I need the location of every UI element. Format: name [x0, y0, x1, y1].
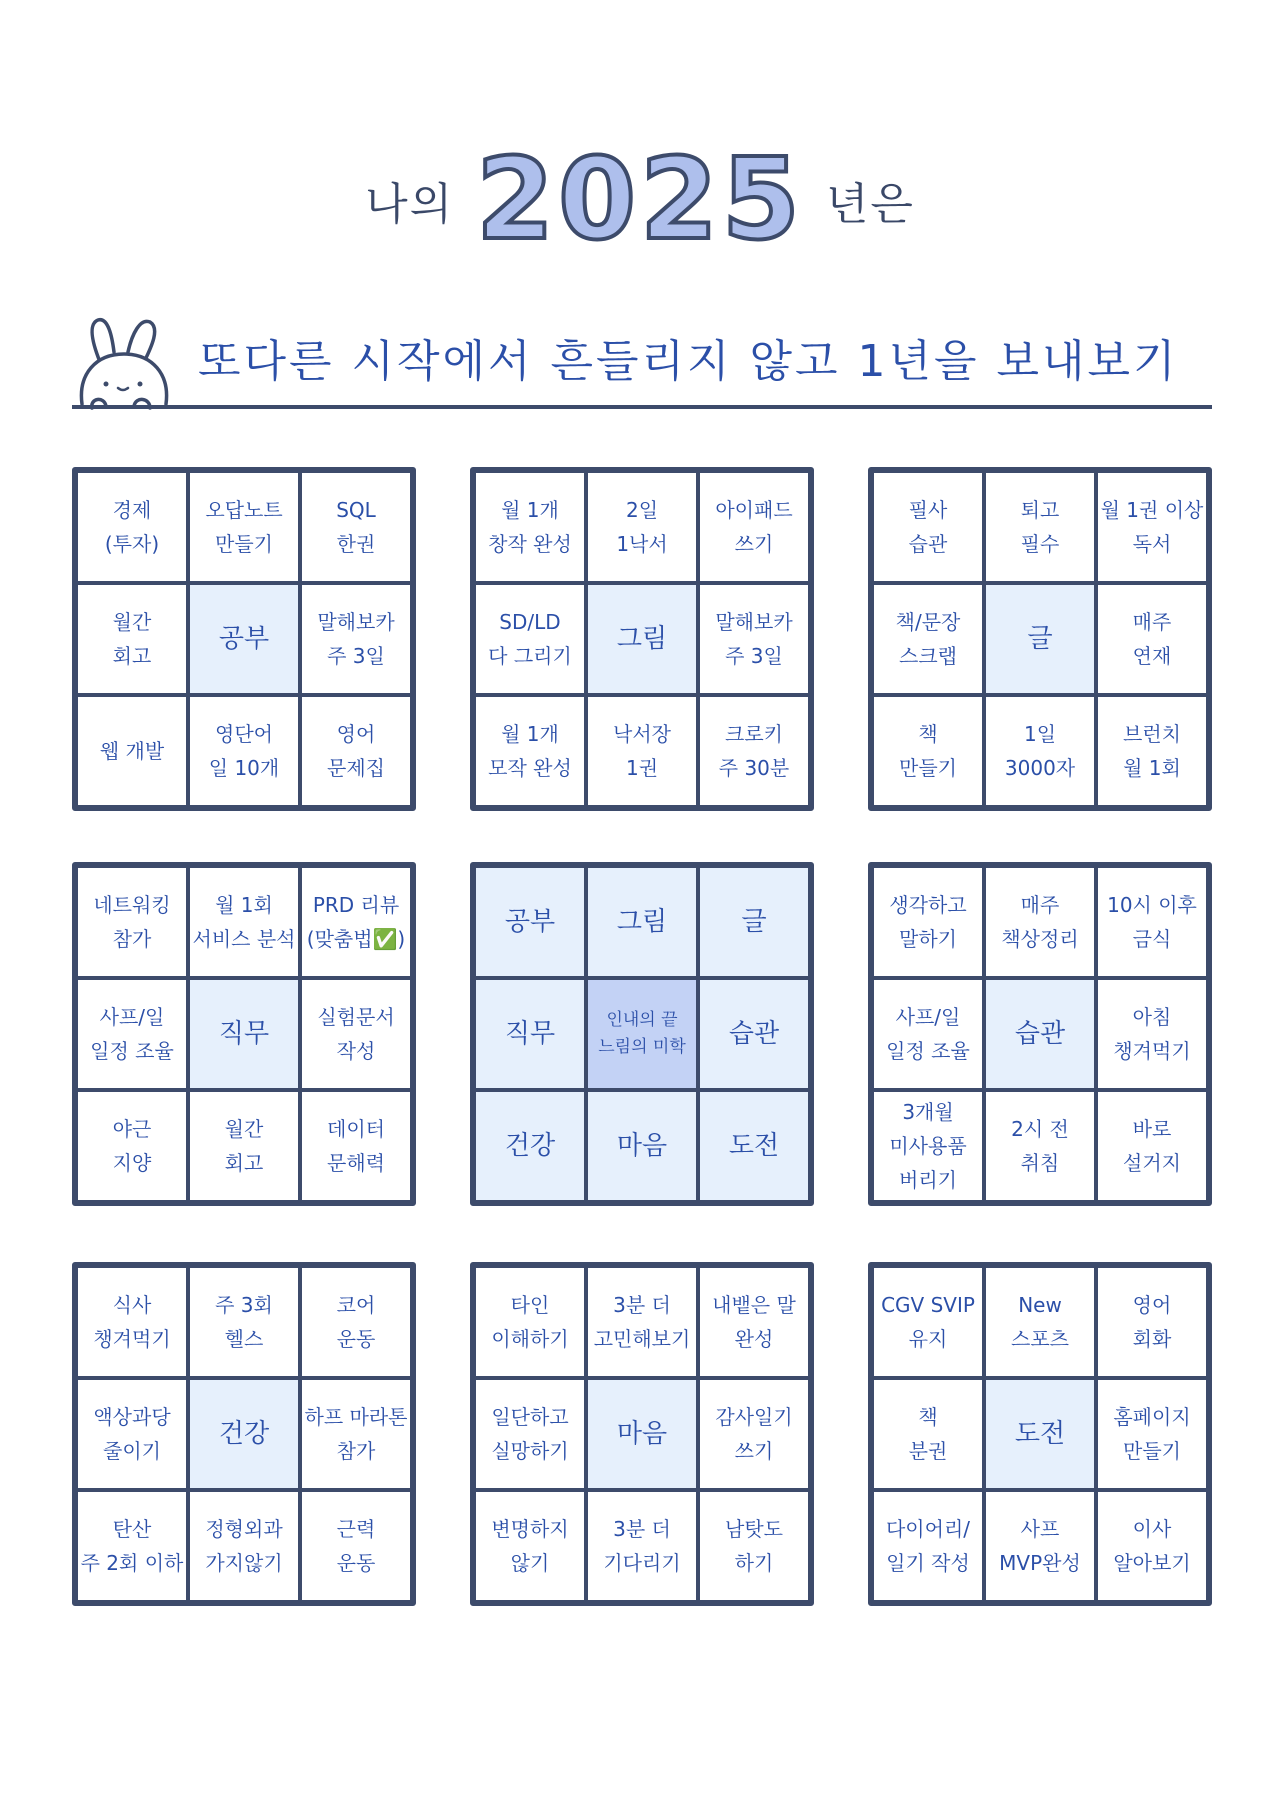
grid-cell: 다이어리/ 일기 작성	[872, 1490, 984, 1602]
grid-center-cell: 그림	[586, 583, 698, 695]
grid-cell: 탄산 주 2회 이하	[76, 1490, 188, 1602]
grid-cell: 도전	[698, 1090, 810, 1202]
grid-cell: 월간 회고	[76, 583, 188, 695]
grid-cell: 3분 더 고민해보기	[586, 1266, 698, 1378]
grid-center-cell: 공부	[188, 583, 300, 695]
grid-cell: 글	[698, 866, 810, 978]
grid-cell: 이사 알아보기	[1096, 1490, 1208, 1602]
grid-cell: 바로 설거지	[1096, 1090, 1208, 1202]
grid-cell: 매주 책상정리	[984, 866, 1096, 978]
grid-cell: 월 1권 이상 독서	[1096, 471, 1208, 583]
grid-cell: 식사 챙겨먹기	[76, 1266, 188, 1378]
grid-cell: 남탓도 하기	[698, 1490, 810, 1602]
grid-cell: 액상과당 줄이기	[76, 1378, 188, 1490]
grid-cell: New 스포츠	[984, 1266, 1096, 1378]
grid-cell: 야근 지양	[76, 1090, 188, 1202]
grid-cell: 습관	[698, 978, 810, 1090]
mandalart-grid-writing	[868, 467, 1212, 811]
grid-cell: 월 1개 모작 완성	[474, 695, 586, 807]
grid-cell: 내뱉은 말 완성	[698, 1266, 810, 1378]
grid-cell: 3분 더 기다리기	[586, 1490, 698, 1602]
grid-center-cell: 도전	[984, 1378, 1096, 1490]
grid-center-cell: 마음	[586, 1378, 698, 1490]
mandalart-grid-study	[72, 467, 416, 811]
grid-cell: 월간 회고	[188, 1090, 300, 1202]
grid-cell: 10시 이후 금식	[1096, 866, 1208, 978]
grid-cell: 말해보카 주 3일	[300, 583, 412, 695]
grid-cell: 건강	[474, 1090, 586, 1202]
header-year: 2025	[476, 135, 804, 265]
grid-cell: 아침 챙겨먹기	[1096, 978, 1208, 1090]
mandalart-grid-job	[72, 862, 416, 1206]
grid-cell: 타인 이해하기	[474, 1266, 586, 1378]
grid-center-cell: 습관	[984, 978, 1096, 1090]
grid-cell: 주 3회 헬스	[188, 1266, 300, 1378]
grid-cell: 네트워킹 참가	[76, 866, 188, 978]
grid-cell: 데이터 문해력	[300, 1090, 412, 1202]
grid-cell: 사프 MVP완성	[984, 1490, 1096, 1602]
grid-cell: 사프/일 일정 조율	[76, 978, 188, 1090]
grid-cell: 월 1회 서비스 분석	[188, 866, 300, 978]
mandalart-grid-mind	[470, 1262, 814, 1606]
grid-cell: 생각하고 말하기	[872, 866, 984, 978]
divider	[72, 404, 1212, 410]
mandalart-grid-challenge	[868, 1262, 1212, 1606]
grid-cell: 감사일기 쓰기	[698, 1378, 810, 1490]
bunny-mascot-icon	[70, 312, 180, 412]
grid-cell: 3개월 미사용품 버리기	[872, 1090, 984, 1202]
grid-cell: 공부	[474, 866, 586, 978]
grid-cell: 영어 문제집	[300, 695, 412, 807]
grid-cell: 정형외과 가지않기	[188, 1490, 300, 1602]
grid-cell: 필사 습관	[872, 471, 984, 583]
grid-cell: 코어 운동	[300, 1266, 412, 1378]
grid-cell: 홈페이지 만들기	[1096, 1378, 1208, 1490]
grid-cell: 변명하지 않기	[474, 1490, 586, 1602]
grid-cell: 책/문장 스크랩	[872, 583, 984, 695]
grid-center-cell: 인내의 끝 느림의 미학	[586, 978, 698, 1090]
grid-cell: 하프 마라톤 참가	[300, 1378, 412, 1490]
grid-cell: 오답노트 만들기	[188, 471, 300, 583]
grid-cell: 웹 개발	[76, 695, 188, 807]
grid-cell: 월 1개 창작 완성	[474, 471, 586, 583]
grid-cell: 말해보카 주 3일	[698, 583, 810, 695]
grid-cell: SD/LD 다 그리기	[474, 583, 586, 695]
page-header	[0, 135, 1280, 265]
grid-cell: 영단어 일 10개	[188, 695, 300, 807]
mandalart-grid-drawing	[470, 467, 814, 811]
grid-cell: 경제 (투자)	[76, 471, 188, 583]
grid-cell: 2시 전 취침	[984, 1090, 1096, 1202]
grid-cell: 책 분권	[872, 1378, 984, 1490]
header-prefix: 나의	[365, 179, 455, 230]
grid-cell: 일단하고 실망하기	[474, 1378, 586, 1490]
grid-cell: 사프/일 일정 조율	[872, 978, 984, 1090]
grid-cell: 크로키 주 30분	[698, 695, 810, 807]
header-suffix: 년은	[825, 179, 915, 230]
grid-cell: SQL 한권	[300, 471, 412, 583]
goal-subtitle: 또다른 시작에서 흔들리지 않고 1년을 보내보기	[198, 336, 1179, 387]
grid-cell: 매주 연재	[1096, 583, 1208, 695]
grid-cell: 책 만들기	[872, 695, 984, 807]
grid-cell: 영어 회화	[1096, 1266, 1208, 1378]
grid-cell: 낙서장 1권	[586, 695, 698, 807]
grid-cell: PRD 리뷰 (맞춤법✅)	[300, 866, 412, 978]
grid-center-cell: 글	[984, 583, 1096, 695]
grid-cell: 직무	[474, 978, 586, 1090]
grid-cell: 실험문서 작성	[300, 978, 412, 1090]
mandalart-grid-habit	[868, 862, 1212, 1206]
grid-cell: 브런치 월 1회	[1096, 695, 1208, 807]
grid-center-cell: 건강	[188, 1378, 300, 1490]
mandalart-grid-core	[470, 862, 814, 1206]
grid-cell: 그림	[586, 866, 698, 978]
grid-cell: 마음	[586, 1090, 698, 1202]
grid-cell: CGV SVIP 유지	[872, 1266, 984, 1378]
grid-cell: 근력 운동	[300, 1490, 412, 1602]
grid-cell: 2일 1낙서	[586, 471, 698, 583]
grid-cell: 아이패드 쓰기	[698, 471, 810, 583]
grid-cell: 퇴고 필수	[984, 471, 1096, 583]
grid-cell: 1일 3000자	[984, 695, 1096, 807]
grid-center-cell: 직무	[188, 978, 300, 1090]
mandalart-grid-health	[72, 1262, 416, 1606]
